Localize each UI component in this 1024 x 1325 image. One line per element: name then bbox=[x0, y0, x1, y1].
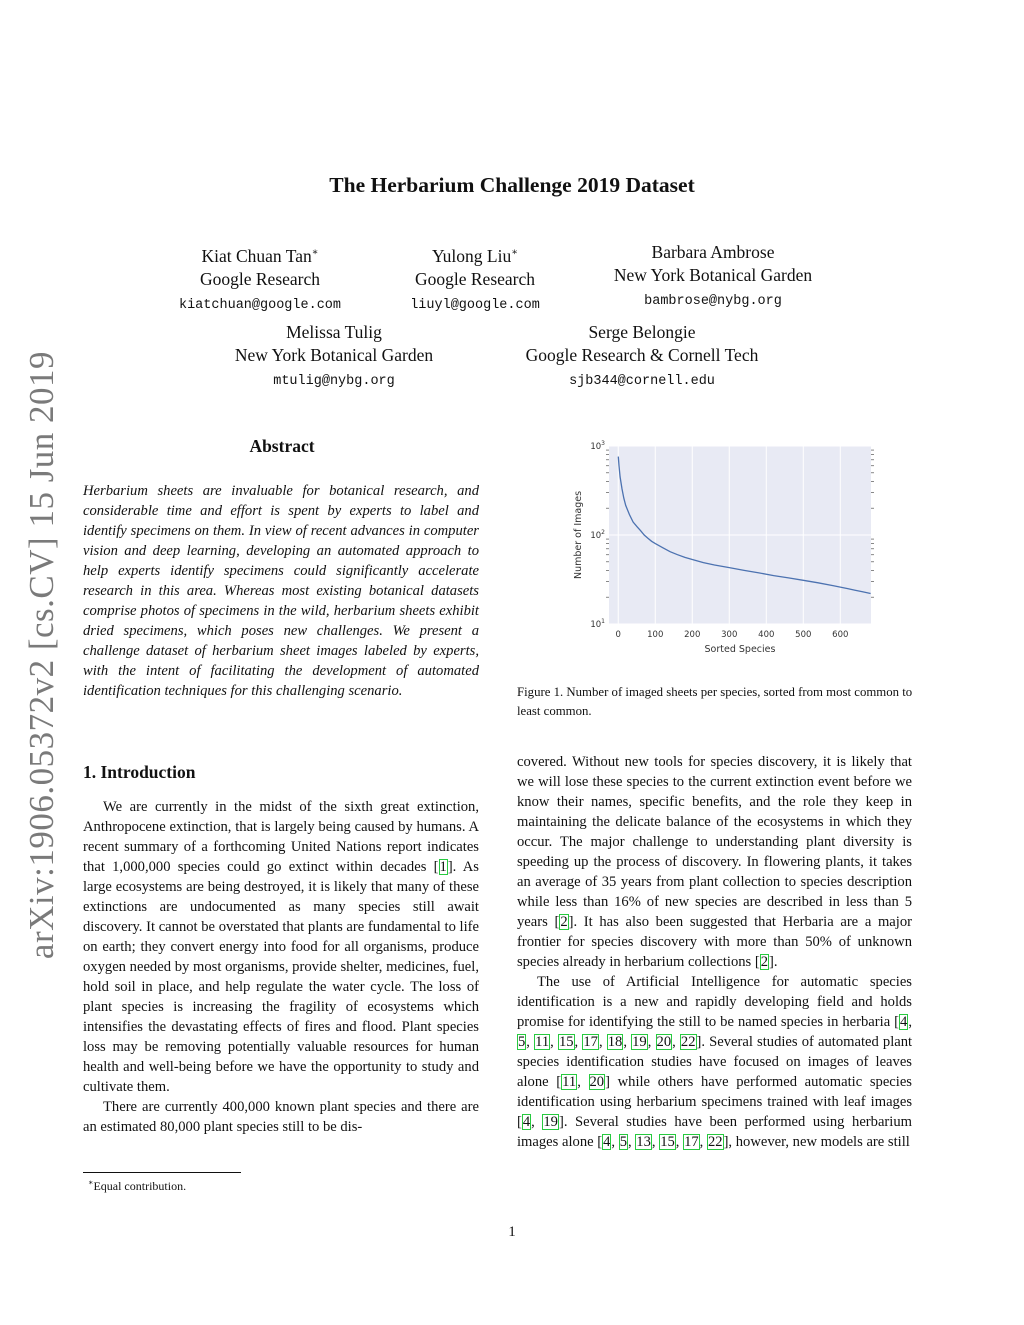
author-affiliation: New York Botanical Garden bbox=[234, 345, 434, 365]
abstract-body bbox=[83, 481, 479, 701]
author-card bbox=[492, 321, 792, 393]
x-tick-label: 600 bbox=[832, 630, 849, 640]
body-paragraph: The use of Artificial Intelligence for automatic species identification is a new and rapidly developing field and holds promise for identifying the still to be named species in herbaria [4, 5, 11, 15, 17, 18, 19, 20, 22]. Several studies of automated plant species identification studies have focused on images of leaves alone [11, 20] while others have performed automatic species identification using herbarium specimens trained with leaf images [4, 19]. Several studies have been performed using herbarium images alone [4, 5, 13, 15, 17, 22], however, new models are still bbox=[517, 974, 913, 1150]
right-column bbox=[517, 752, 912, 1152]
author-email[interactable]: liuyl@google.com bbox=[410, 297, 540, 313]
author-affiliation: Google Research & Cornell Tech bbox=[525, 345, 759, 365]
author-card bbox=[160, 241, 360, 317]
citation-link[interactable]: 20 bbox=[589, 1074, 605, 1090]
author-card bbox=[204, 321, 464, 393]
x-tick-label: 0 bbox=[615, 630, 621, 640]
citation-link[interactable]: 17 bbox=[583, 1034, 598, 1050]
equal-contribution-mark: ∗ bbox=[511, 247, 519, 258]
citation-link[interactable]: 5 bbox=[619, 1134, 627, 1150]
citation-link[interactable]: 15 bbox=[660, 1134, 675, 1150]
author-email[interactable]: mtulig@nybg.org bbox=[273, 374, 395, 389]
footnote bbox=[88, 1178, 186, 1194]
citation-link[interactable]: 22 bbox=[680, 1034, 696, 1050]
y-tick-label: $10^1$ bbox=[590, 618, 605, 630]
intro-paragraph: We are currently in the midst of the sixth great extinction, Anthropocene extinction, that is largely being caused by humans. A recent summary of a forthcoming United Nations report indicates that 1,000,000 species could go extinct within decades [1]. As large ecosystems are being destroyed, it is likely that many of these extinctions are undocumented as many species still await discovery. It cannot be overstated that plants are fundamental to life on earth; they convert energy into food for all organisms, produce oxygen needed by most organisms, provide shelter, medicines, fuel, hold soil in place, and help regulate the water cycle. The loss of plant species is increasing the fragility of ecosystems which intensifies the devastating effects of fires and flood. Plant species loss may be removing potentially valuable resources for human health and well-being before we have the opportunity to study and cultivate them. bbox=[83, 799, 479, 1095]
y-axis-label: Number of Images bbox=[573, 490, 584, 580]
footnote-mark: ∗ bbox=[88, 1178, 94, 1187]
author-affiliation: Google Research bbox=[199, 268, 321, 289]
citation-link[interactable]: 2 bbox=[560, 914, 568, 930]
author-name: Serge Belongie bbox=[588, 322, 696, 342]
author-affiliation: Google Research bbox=[414, 268, 536, 289]
citation-link[interactable]: 4 bbox=[522, 1114, 531, 1130]
equal-contribution-mark: ∗ bbox=[311, 247, 319, 258]
x-tick-label: 200 bbox=[684, 630, 701, 640]
paper-title: The Herbarium Challenge 2019 Dataset bbox=[329, 173, 695, 197]
x-tick-label: 300 bbox=[721, 630, 738, 640]
author-name: Barbara Ambrose bbox=[651, 242, 775, 262]
citation-link[interactable]: 4 bbox=[900, 1014, 908, 1030]
citation-link[interactable]: 17 bbox=[684, 1134, 699, 1150]
x-tick-label: 400 bbox=[758, 630, 775, 640]
citation-link[interactable]: 11 bbox=[562, 1074, 577, 1090]
arxiv-stamp bbox=[12, 350, 72, 960]
footnote-text: Equal contribution. bbox=[93, 1179, 187, 1193]
citation-link[interactable]: 11 bbox=[535, 1034, 550, 1050]
citation-link[interactable]: 19 bbox=[543, 1114, 558, 1130]
abstract-heading: Abstract bbox=[249, 436, 315, 456]
section-heading: 1. Introduction bbox=[83, 762, 196, 782]
species-count-chart bbox=[553, 436, 883, 662]
intro-column bbox=[83, 797, 479, 1137]
citation-link[interactable]: 13 bbox=[636, 1134, 651, 1150]
author-card bbox=[583, 241, 843, 313]
y-tick-label: $10^2$ bbox=[590, 529, 605, 541]
citation-link[interactable]: 18 bbox=[607, 1034, 623, 1050]
y-tick-label: $10^3$ bbox=[590, 440, 605, 452]
author-email[interactable]: kiatchuan@google.com bbox=[178, 297, 342, 313]
citation-link[interactable]: 5 bbox=[518, 1034, 526, 1050]
citation-link[interactable]: 2 bbox=[760, 954, 769, 970]
citation-link[interactable]: 15 bbox=[558, 1034, 574, 1050]
page-number: 1 bbox=[508, 1224, 516, 1240]
author-card bbox=[375, 241, 575, 317]
abstract-text: Herbarium sheets are invaluable for botanical research, and considerable time and effort is spent by experts to label and identify specimens on them. In view of recent advances in computer vision and deep learning, developing an automated approach to help experts identify specimens could significantly accelerate research in this area. Whereas most existing botanical datasets comprise photos of specimens in the wild, herbarium sheets exhibit dried specimens, which poses new challenges. We present a challenge dataset of herbarium sheet images labeled by experts, with the intent of facilitating the development of automated identification techniques for this challenging scenario. bbox=[83, 483, 479, 699]
intro-paragraph: There are currently 400,000 known plant species and there are an estimated 80,000 plant species still to be dis- bbox=[83, 1099, 479, 1135]
x-tick-label: 100 bbox=[647, 630, 664, 640]
author-email[interactable]: sjb344@cornell.edu bbox=[569, 374, 715, 389]
citation-link[interactable]: 1 bbox=[439, 859, 447, 875]
citation-link[interactable]: 19 bbox=[632, 1034, 647, 1050]
author-name: Melissa Tulig bbox=[286, 322, 382, 342]
arxiv-id: arXiv:1906.05372v2 [cs.CV] 15 Jun 2019 bbox=[22, 350, 61, 960]
footnote-rule bbox=[83, 1172, 241, 1173]
citation-link[interactable]: 22 bbox=[707, 1134, 723, 1150]
author-email[interactable]: bambrose@nybg.org bbox=[644, 294, 782, 309]
figure-caption: Figure 1. Number of imaged sheets per species, sorted from most common to least common. bbox=[517, 685, 913, 718]
author-name: Kiat Chuan Tan bbox=[201, 245, 312, 266]
x-axis-label: Sorted Species bbox=[704, 644, 776, 655]
x-tick-label: 500 bbox=[795, 630, 812, 640]
body-paragraph: covered. Without new tools for species discovery, it is likely that we will lose these species to the current extinction event before we know their names, specific benefits, and the role they keep in maintaining the delicate balance of the ecosystems in which they occur. The major challenge to understanding plant diversity is speeding up the process of discovery. In flowering plants, it takes an average of 35 years from plant collection to species description while less than 16% of new species are described in less than 5 years [2]. It has also been suggested that Herbaria are a major frontier for species discovery with more than 50% of unknown species already in herbarium collections [2]. bbox=[517, 754, 912, 970]
author-name: Yulong Liu bbox=[431, 245, 512, 266]
author-affiliation: New York Botanical Garden bbox=[613, 265, 813, 285]
citation-link[interactable]: 20 bbox=[656, 1034, 672, 1050]
citation-link[interactable]: 4 bbox=[603, 1134, 611, 1150]
